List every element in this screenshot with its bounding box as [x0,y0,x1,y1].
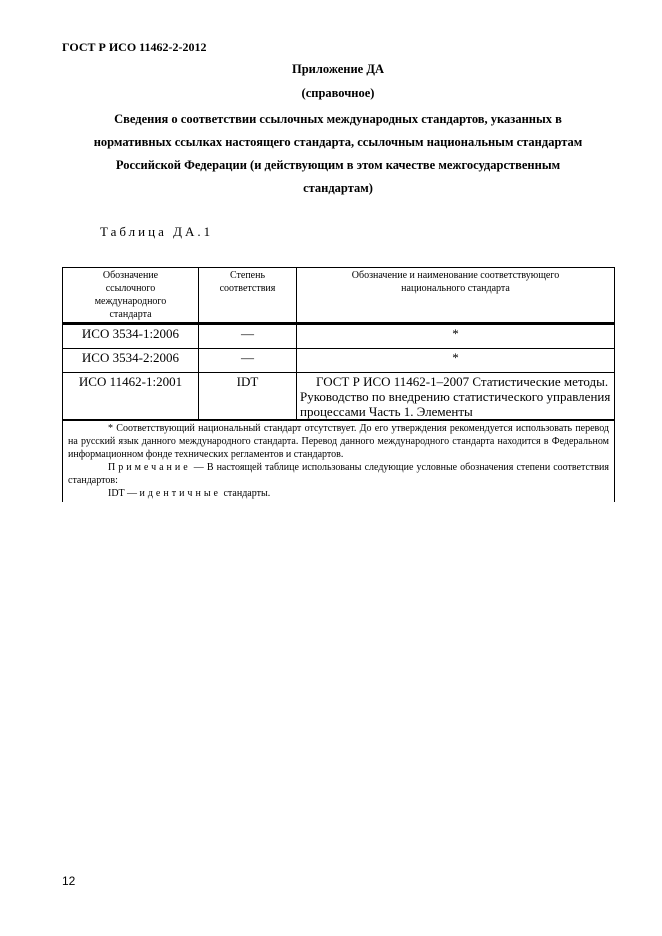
idt-rest: стандарты. [220,488,271,499]
appendix-type: (справочное) [301,86,375,100]
intl-standard-cell: ИСО 3534-2:2006 [63,349,199,373]
column-header: Степень соответствия [199,268,297,324]
correspondence-table [62,267,615,502]
table-header-row [63,268,615,324]
appendix-title: Приложение ДА [292,62,384,76]
idt-dash: — [124,488,140,499]
table-footnote-row [63,420,615,502]
appendix-heading [62,108,614,200]
intl-standard-cell: ИСО 11462-1:2001 [63,373,199,421]
note [68,461,609,487]
column-header: Обозначение и наименование соответствующего национального стандарта [297,268,615,324]
heading-line: стандартам) [303,181,373,195]
idt-word: идентичные [139,488,221,499]
column-header: Обозначение ссылочного международного стандарта [63,268,199,324]
degree-cell: IDT [199,373,297,421]
table-row [63,373,615,421]
footnote-text: * Соответствующий национальный стандарт отсутствует. До его утверждения рекомендуется использовать перевод на русский язык данного международного стандарта. Перевод данного международного стандарта находится в Федеральном информационном фонде технических регламентов и стандартов. [68,423,609,460]
national-standard-cell [297,373,615,421]
idt-code: IDT [108,488,125,499]
table-row [63,324,615,349]
table-caption: Таблица ДА.1 [100,224,214,239]
degree-cell: — [199,349,297,373]
national-standard-cell: * [297,349,615,373]
table-footnote [63,420,615,502]
heading-line: нормативных ссылках настоящего стандарта, ссылочным национальным стандартам [93,135,583,149]
document-header: ГОСТ Р ИСО 11462-2-2012 [62,40,207,54]
heading-line: Российской Федерации (и действующим в этом качестве межгосударственным [115,158,561,172]
note-text: — В настоящей таблице использованы следующие условные обозначения степени соответствия стандартов: [68,462,609,486]
intl-standard-cell: ИСО 3534-1:2006 [63,324,199,349]
heading-line: Сведения о соответствии ссылочных международных стандартов, указанных в [114,112,562,126]
degree-cell: — [199,324,297,349]
table-row [63,349,615,373]
page-number: 12 [62,874,76,888]
national-standard-text: ГОСТ Р ИСО 11462-1–2007 Статистические методы. Руководство по внедрению статистического управления процессами Часть 1. Элементы [300,374,611,419]
note-label: Примечание [108,462,191,473]
idt-legend [68,487,609,500]
national-standard-cell: * [297,324,615,349]
